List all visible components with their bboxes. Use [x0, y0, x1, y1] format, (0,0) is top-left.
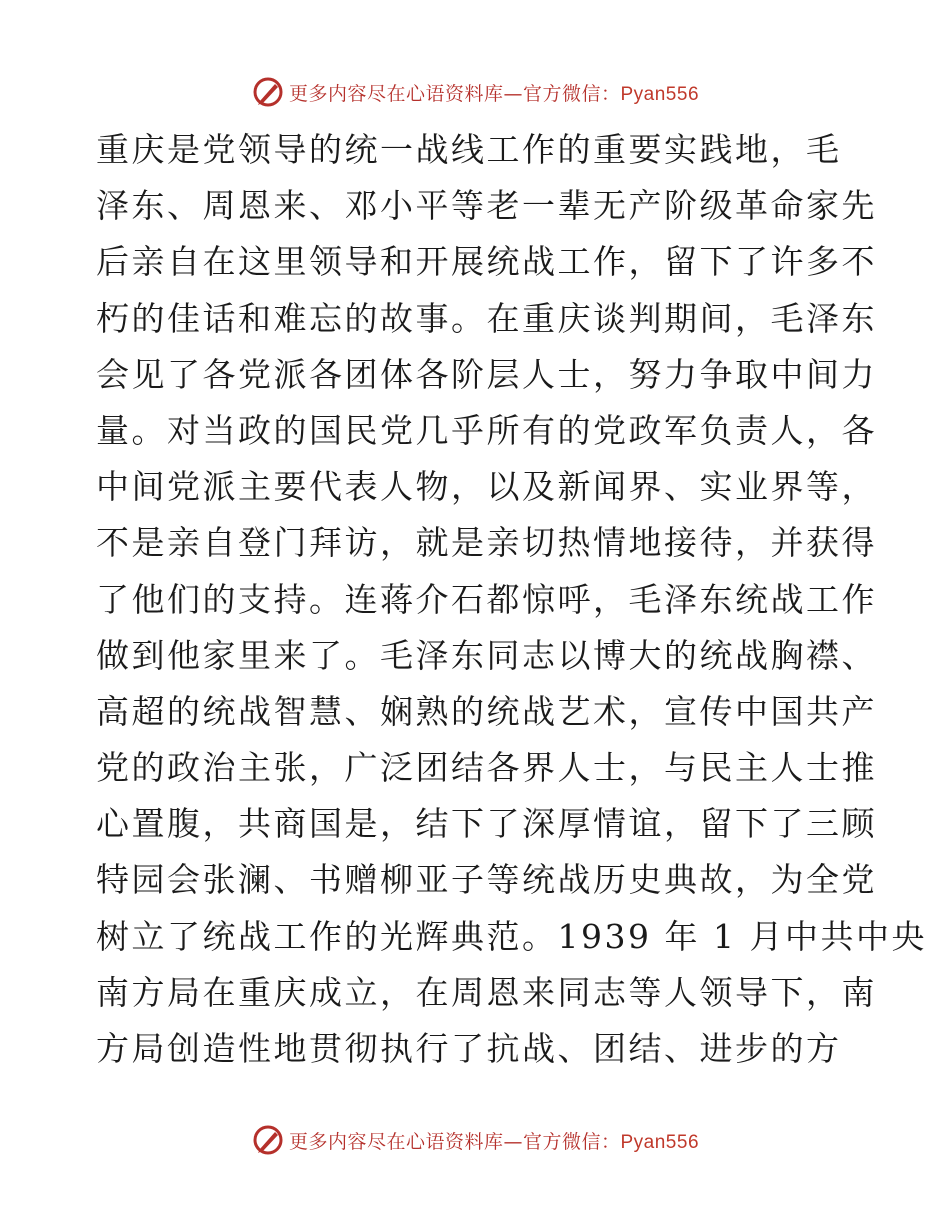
watermark-text-en: Pyan556	[620, 1131, 700, 1153]
watermark-text-cn: 更多内容尽在心语资料库—官方微信：	[288, 82, 621, 105]
paragraph-line: 心置腹，共商国是，结下了深厚情谊，留下了三顾	[96, 804, 877, 844]
paragraph-line: 重庆是党领导的统一战线工作的重要实践地，毛	[96, 130, 842, 169]
pen-logo-icon	[251, 75, 285, 109]
paragraph-line: 树立了统战工作的光辉典范。1939 年 1 月中共中央	[96, 916, 927, 956]
paragraph-line: 泽东、周恩来、邓小平等老一辈无产阶级革命家先	[96, 186, 877, 226]
watermark-text	[289, 1127, 699, 1154]
paragraph-line: 了他们的支持。连蒋介石都惊呼，毛泽东统战工作	[96, 579, 877, 619]
paragraph-line: 量。对当政的国民党几乎所有的党政军负责人，各	[96, 410, 877, 450]
paragraph-line: 会见了各党派各团体各阶层人士，努力争取中间力	[96, 354, 877, 394]
document-paragraph	[96, 122, 927, 1077]
paragraph-line: 特园会张澜、书赠柳亚子等统战历史典故，为全党	[96, 860, 877, 900]
footer-watermark	[0, 1120, 950, 1160]
paragraph-line: 南方局在重庆成立，在周恩来同志等人领导下，南	[96, 972, 877, 1012]
paragraph-line: 后亲自在这里领导和开展统战工作，留下了许多不	[96, 242, 877, 282]
header-watermark	[0, 72, 950, 112]
paragraph-line: 高超的统战智慧、娴熟的统战艺术，宣传中国共产	[96, 691, 877, 731]
paragraph-line: 不是亲自登门拜访，就是亲切热情地接待，并获得	[96, 523, 877, 563]
watermark-text-en: Pyan556	[620, 83, 700, 105]
watermark-text-cn: 更多内容尽在心语资料库—官方微信：	[288, 1130, 621, 1153]
paragraph-line: 中间党派主要代表人物，以及新闻界、实业界等，	[96, 467, 877, 507]
paragraph-line: 做到他家里来了。毛泽东同志以博大的统战胸襟、	[96, 635, 877, 675]
paragraph-line: 朽的佳话和难忘的故事。在重庆谈判期间，毛泽东	[96, 298, 877, 338]
paragraph-line: 方局创造性地贯彻执行了抗战、团结、进步的方	[96, 1029, 842, 1068]
pen-logo-icon	[251, 1123, 285, 1157]
paragraph-line: 党的政治主张，广泛团结各界人士，与民主人士推	[96, 748, 877, 788]
watermark-text	[289, 79, 699, 106]
